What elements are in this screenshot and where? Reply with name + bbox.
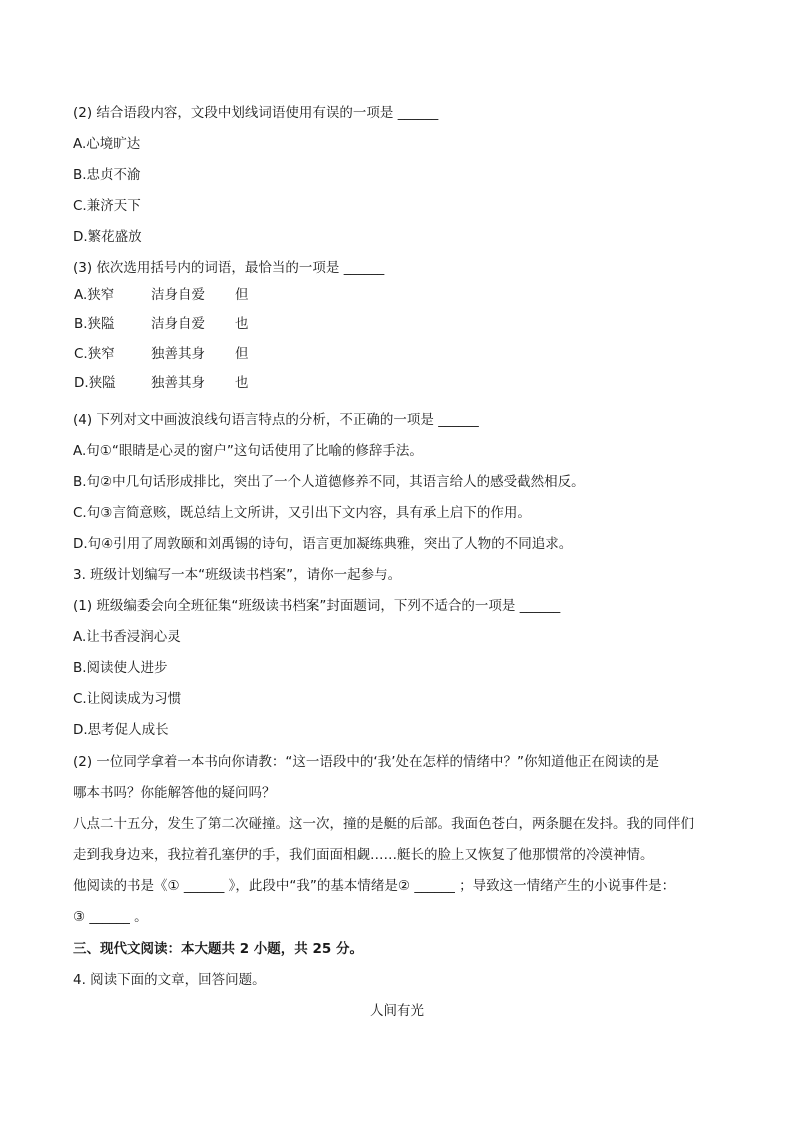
- option-b-word1: B.狭隘: [74, 316, 115, 332]
- question-4-stem: (4) 下列对文中画波浪线句语言特点的分析，不正确的一项是 ______: [73, 412, 479, 428]
- option-a: A.心境旷达: [73, 136, 141, 152]
- option-c-word1: C.狭窄: [74, 346, 115, 362]
- answer-line1: 他阅读的书是《① ______ 》，此段中“我”的基本情绪是② ______ ；导致这一情绪产生的小说事件是：: [73, 878, 676, 894]
- option-b-word3: 也: [235, 316, 249, 332]
- question-3-2-stem-line1: (2) 一位同学拿着一本书向你请教：“这一语段中的‘我’处在怎样的情绪中？”你知道他正在阅读的是: [73, 754, 659, 770]
- option-b: B.句②中几句话形成排比，突出了一个人道德修养不同，其语言给人的感受截然相反。: [73, 474, 585, 490]
- option-b-word2: 洁身自爱: [151, 316, 205, 332]
- option-d: D.思考促人成长: [73, 722, 169, 738]
- option-c-word2: 独善其身: [151, 346, 205, 362]
- option-c-word3: 但: [235, 346, 249, 362]
- answer-line2: ③ ______ 。: [73, 909, 148, 925]
- option-d-word2: 独善其身: [151, 375, 205, 391]
- option-d: D.句④引用了周敦颐和刘禹锡的诗句，语言更加凝练典雅，突出了人物的不同追求。: [73, 536, 573, 552]
- question-3-stem: (3) 依次选用括号内的词语，最恰当的一项是 ______: [73, 260, 385, 276]
- option-d: D.繁花盛放: [73, 229, 142, 245]
- question-4-intro: 4. 阅读下面的文章，回答问题。: [73, 972, 266, 988]
- option-a-word2: 洁身自爱: [151, 287, 205, 303]
- option-b: B.忠贞不渝: [73, 167, 141, 183]
- passage-line2: 走到我身边来，我拉着孔塞伊的手，我们面面相觑……艇长的脸上又恢复了他那惯常的冷漠神情。: [73, 847, 654, 863]
- question-3-2-stem-line2: 哪本书吗？你能解答他的疑问吗？: [73, 785, 276, 801]
- section-heading: 三、现代文阅读：本大题共 2 小题，共 25 分。: [73, 941, 363, 957]
- question-3-intro: 3. 班级计划编写一本“班级读书档案”，请你一起参与。: [73, 567, 402, 583]
- option-c: C.让阅读成为习惯: [73, 691, 182, 707]
- question-3-1-stem: (1) 班级编委会向全班征集“班级读书档案”封面题词，下列不适合的一项是 ______: [73, 598, 561, 614]
- option-c: C.句③言简意赅，既总结上文所讲，又引出下文内容，具有承上启下的作用。: [73, 505, 531, 521]
- option-c: C.兼济天下: [73, 198, 141, 214]
- option-b: B.阅读使人进步: [73, 660, 168, 676]
- passage-line1: 八点二十五分，发生了第二次碰撞。这一次，撞的是艇的后部。我面色苍白，两条腿在发抖。我的同伴们: [73, 816, 694, 832]
- option-d-word3: 也: [235, 375, 249, 391]
- option-a-word3: 但: [235, 287, 249, 303]
- question-2-stem: (2) 结合语段内容，文段中划线词语使用有误的一项是 ______: [73, 105, 439, 121]
- option-a: A.句①“眼睛是心灵的窗户”这句话使用了比喻的修辞手法。: [73, 443, 423, 459]
- option-d-word1: D.狭隘: [74, 375, 116, 391]
- option-a-word1: A.狭窄: [74, 287, 115, 303]
- option-a: A.让书香浸润心灵: [73, 629, 181, 645]
- article-title: 人间有光: [370, 1003, 424, 1019]
